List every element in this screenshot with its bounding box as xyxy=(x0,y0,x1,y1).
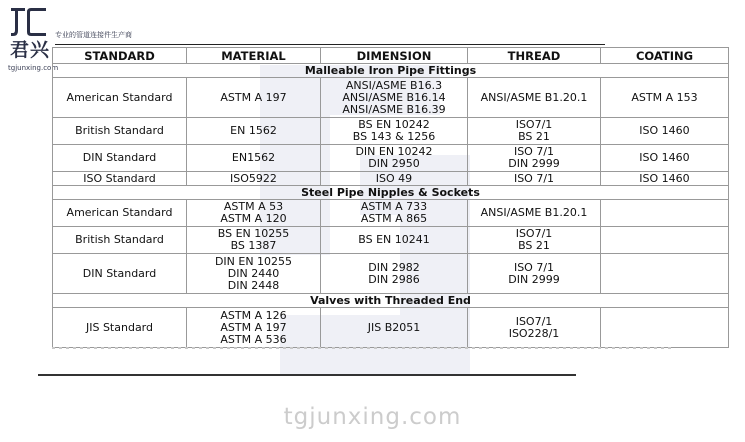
cell-line: ASTM A 153 xyxy=(631,90,698,104)
cell-dimension xyxy=(321,118,468,145)
cell-standard: DIN Standard xyxy=(53,254,187,294)
cell-thread xyxy=(468,200,601,227)
cell-coating xyxy=(601,145,729,172)
cell-standard: American Standard xyxy=(53,200,187,227)
cell-line: ASTM A 733 xyxy=(360,200,428,213)
brand-tagline: 专业的管道连接件生产商 xyxy=(55,31,132,39)
cell-material xyxy=(187,145,321,172)
cell-line: ISO 49 xyxy=(375,171,413,185)
cell-material xyxy=(187,227,321,254)
cell-dimension xyxy=(321,200,468,227)
cell-thread xyxy=(468,118,601,145)
header-divider xyxy=(55,44,605,45)
cell-line: DIN 2440 xyxy=(227,266,280,280)
cell-line: BS 143 & 1256 xyxy=(352,130,436,143)
cell-material xyxy=(187,78,321,118)
column-header-material: MATERIAL xyxy=(187,48,321,64)
column-header-dimension: DIMENSION xyxy=(321,48,468,64)
table-row xyxy=(53,254,729,294)
column-header-coating: COATING xyxy=(601,48,729,64)
cell-dimension xyxy=(321,78,468,118)
cell-thread xyxy=(468,172,601,186)
cell-line: DIN 2982 xyxy=(368,260,420,274)
table-row xyxy=(53,227,729,254)
cell-coating xyxy=(601,200,729,227)
cell-material xyxy=(187,118,321,145)
section-title: Malleable Iron Pipe Fittings xyxy=(53,64,729,78)
cell-dimension xyxy=(321,254,468,294)
table-row xyxy=(53,172,729,186)
cell-coating xyxy=(601,254,729,294)
cell-line: ISO 7/1 xyxy=(513,260,555,274)
cell-material xyxy=(187,172,321,186)
cell-line: ISO 7/1 xyxy=(513,171,555,185)
footer-divider xyxy=(38,374,576,376)
cell-line: ASTM A 865 xyxy=(360,212,428,225)
cell-thread xyxy=(468,78,601,118)
cell-line: ISO228/1 xyxy=(508,326,560,340)
cell-dimension xyxy=(321,172,468,186)
cell-standard: American Standard xyxy=(53,78,187,118)
cell-line: EN1562 xyxy=(231,151,276,164)
cell-thread xyxy=(468,254,601,294)
cell-line: ISO 1460 xyxy=(639,124,690,137)
cell-line: JIS B2051 xyxy=(367,320,421,334)
cell-line: ASTM A 126 xyxy=(220,308,287,322)
cell-line: BS EN 10242 xyxy=(358,118,430,131)
cell-line: ISO7/1 xyxy=(515,227,553,240)
section-row xyxy=(53,294,729,308)
website-watermark[interactable]: tgjunxing.com xyxy=(283,404,462,430)
cell-material xyxy=(187,254,321,294)
cell-standard: DIN Standard xyxy=(53,145,187,172)
section-row xyxy=(53,64,729,78)
cell-line: ISO 7/1 xyxy=(513,145,555,158)
cell-coating xyxy=(601,172,729,186)
cell-standard: British Standard xyxy=(53,227,187,254)
section-title: Valves with Threaded End xyxy=(53,294,729,308)
cell-line: ISO7/1 xyxy=(515,118,553,131)
cell-material xyxy=(187,308,321,348)
cell-line: ASTM A 536 xyxy=(220,332,287,346)
cell-coating xyxy=(601,118,729,145)
standards-table xyxy=(52,47,729,348)
column-header-thread: THREAD xyxy=(468,48,601,64)
cell-line: ANSI/ASME B1.20.1 xyxy=(480,90,588,104)
cell-line: ISO5922 xyxy=(230,171,277,185)
cell-thread xyxy=(468,145,601,172)
cell-standard: British Standard xyxy=(53,118,187,145)
jc-logo-icon xyxy=(8,6,48,38)
cell-line: BS 21 xyxy=(518,239,550,252)
cell-line: ASTM A 197 xyxy=(220,90,287,104)
cell-line: ASTM A 53 xyxy=(223,200,284,213)
cell-dimension xyxy=(321,145,468,172)
cell-line: DIN EN 10242 xyxy=(355,145,433,158)
faded-text-line xyxy=(52,347,672,349)
cell-line: DIN 2986 xyxy=(368,272,420,286)
table-row xyxy=(53,145,729,172)
cell-line: ANSI/ASME B1.20.1 xyxy=(480,206,588,219)
table-header-row xyxy=(53,48,729,64)
cell-coating xyxy=(601,78,729,118)
brand-url: tgjunxing.com xyxy=(8,64,59,72)
cell-thread xyxy=(468,227,601,254)
cell-line: ANSI/ASME B16.14 xyxy=(342,90,446,104)
cell-dimension xyxy=(321,227,468,254)
cell-line: DIN 2448 xyxy=(227,278,280,292)
cell-line: ASTM A 120 xyxy=(220,212,287,225)
cell-line: DIN 2950 xyxy=(368,157,420,170)
cell-line: DIN 2999 xyxy=(508,157,560,170)
cell-line: ANSI/ASME B16.3 xyxy=(345,78,443,92)
cell-line: BS EN 10255 xyxy=(217,227,290,240)
table-row xyxy=(53,78,729,118)
table-row xyxy=(53,200,729,227)
cell-coating xyxy=(601,227,729,254)
cell-line: EN 1562 xyxy=(230,124,277,137)
cell-standard: JIS Standard xyxy=(53,308,187,348)
column-header-standard: STANDARD xyxy=(53,48,187,64)
cell-line: DIN 2999 xyxy=(508,272,560,286)
cell-material xyxy=(187,200,321,227)
cell-line: ISO 1460 xyxy=(639,171,690,185)
cell-line: BS EN 10241 xyxy=(358,233,430,246)
table-row xyxy=(53,118,729,145)
cell-coating xyxy=(601,308,729,348)
cell-standard: ISO Standard xyxy=(53,172,187,186)
cell-line: ISO7/1 xyxy=(515,314,553,328)
brand-name-cn: 君兴 xyxy=(10,39,51,61)
cell-line: BS 21 xyxy=(518,130,550,143)
table-row xyxy=(53,308,729,348)
brand-logo[interactable] xyxy=(8,6,59,72)
cell-line: DIN EN 10255 xyxy=(214,254,293,268)
cell-line: ISO 1460 xyxy=(639,151,690,164)
cell-line: ASTM A 197 xyxy=(220,320,287,334)
cell-line: ANSI/ASME B16.39 xyxy=(342,102,446,116)
cell-line: BS 1387 xyxy=(230,239,277,252)
cell-dimension xyxy=(321,308,468,348)
cell-thread xyxy=(468,308,601,348)
section-row xyxy=(53,186,729,200)
section-title: Steel Pipe Nipples & Sockets xyxy=(53,186,729,200)
